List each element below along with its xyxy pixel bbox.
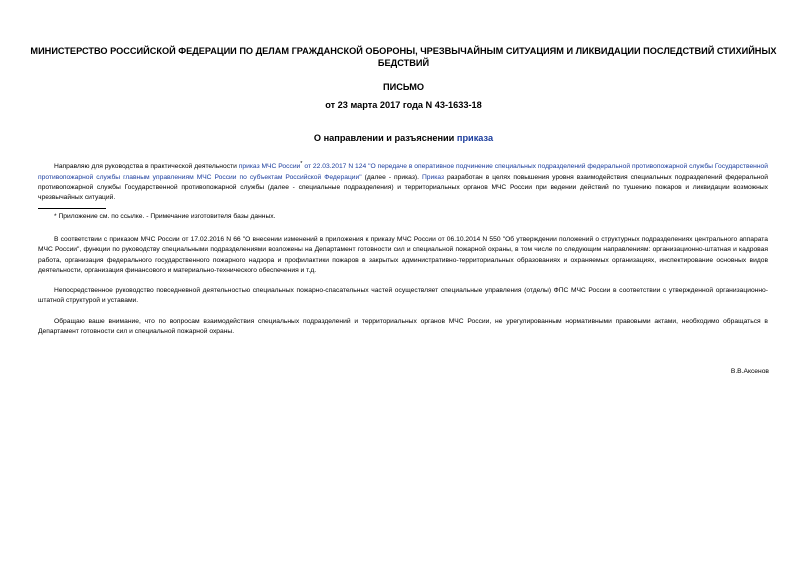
document-kind: ПИСЬМО xyxy=(382,82,425,92)
p1-text-1: Направляю для руководства в практической деятельности xyxy=(54,163,239,171)
footnote-divider xyxy=(38,208,106,209)
footnote-marker: * xyxy=(300,161,303,167)
order-short-link[interactable]: Приказ xyxy=(421,173,445,181)
subject-order-link[interactable]: приказа xyxy=(456,133,494,143)
order-link[interactable]: приказ МЧС России xyxy=(238,163,301,171)
paragraph-4 xyxy=(38,317,768,338)
issuing-organization: МИНИСТЕРСТВО РОССИЙСКОЙ ФЕДЕРАЦИИ ПО ДЕЛАМ ГРАЖДАНСКОЙ ОБОРОНЫ, ЧРЕЗВЫЧАЙНЫМ СИТУАЦИЯМ И ЛИКВИДАЦИИ ПОСЛЕДСТВИЙ СТИХИЙНЫХ БЕДСТВИЙ xyxy=(30,46,777,68)
p2-text: В соответствии с приказом МЧС России от 17.02.2016 N 66 "О внесении изменений в приложения к приказу МЧС России от 06.10.2014 N 550 "Об утверждении положений о структурных подразделениях центрального аппарата МЧС России", функции по руководству специальными подразделениями возложены на Департамент готовности сил и специальной пожарной охраны, в том числе по следующим направлениям: организационно-штатная и кадровая работа, организация федерального государственного пожарного надзора и профилактики пожаров в закрытых административно-территориальных образованиях и охраняемых организациях, инспектирование основных видов деятельности, организация финансового и материально-технического обеспечения и т.д. xyxy=(38,236,768,274)
footnote: * Приложение см. по ссылке. - Примечание изготовителя базы данных. xyxy=(54,213,276,220)
p1-text-3: разработан в целях повышения уровня взаимодействия специальных подразделений федеральной противопожарной службы Государственной противопожарной службы (далее - специальные подразделения) и территориальных органов МЧС России при ведении действий по тушению пожаров и ликвидации возможных чрезвычайных ситуаций. xyxy=(38,173,768,202)
p1-text-2: (далее - приказ). xyxy=(361,173,422,181)
document-date-number: от 23 марта 2017 года N 43-1633-18 xyxy=(325,100,482,110)
order-details-link[interactable]: от 22.03.2017 N 124 "О передаче в оперативное подчинение специальных подразделений федеральной противопожарной службы Государственной противопожарной службы главным управлениям МЧС России по субъектам Российской Федерации" xyxy=(38,163,769,181)
paragraph-1 xyxy=(38,159,768,203)
paragraph-2 xyxy=(38,235,768,276)
p4-text: Обращаю ваше внимание, что по вопросам взаимодействия специальных подразделений и территориальных органов МЧС России, не урегулированным нормативными правовыми актами, необходимо обращаться в Департамент готовности сил и специальной пожарной охраны. xyxy=(38,318,768,336)
p3-text: Непосредственное руководство повседневной деятельностью специальных пожарно-спасательных частей осуществляет специальные управления (отделы) ФПС МЧС России в соответствии с утвержденной организационно-штатной структурой и уставами. xyxy=(38,287,768,305)
signature: В.В.Аксенов xyxy=(730,368,769,375)
document-subject xyxy=(30,132,777,144)
paragraph-3 xyxy=(38,286,768,307)
subject-text: О направлении и разъяснении xyxy=(313,133,457,143)
